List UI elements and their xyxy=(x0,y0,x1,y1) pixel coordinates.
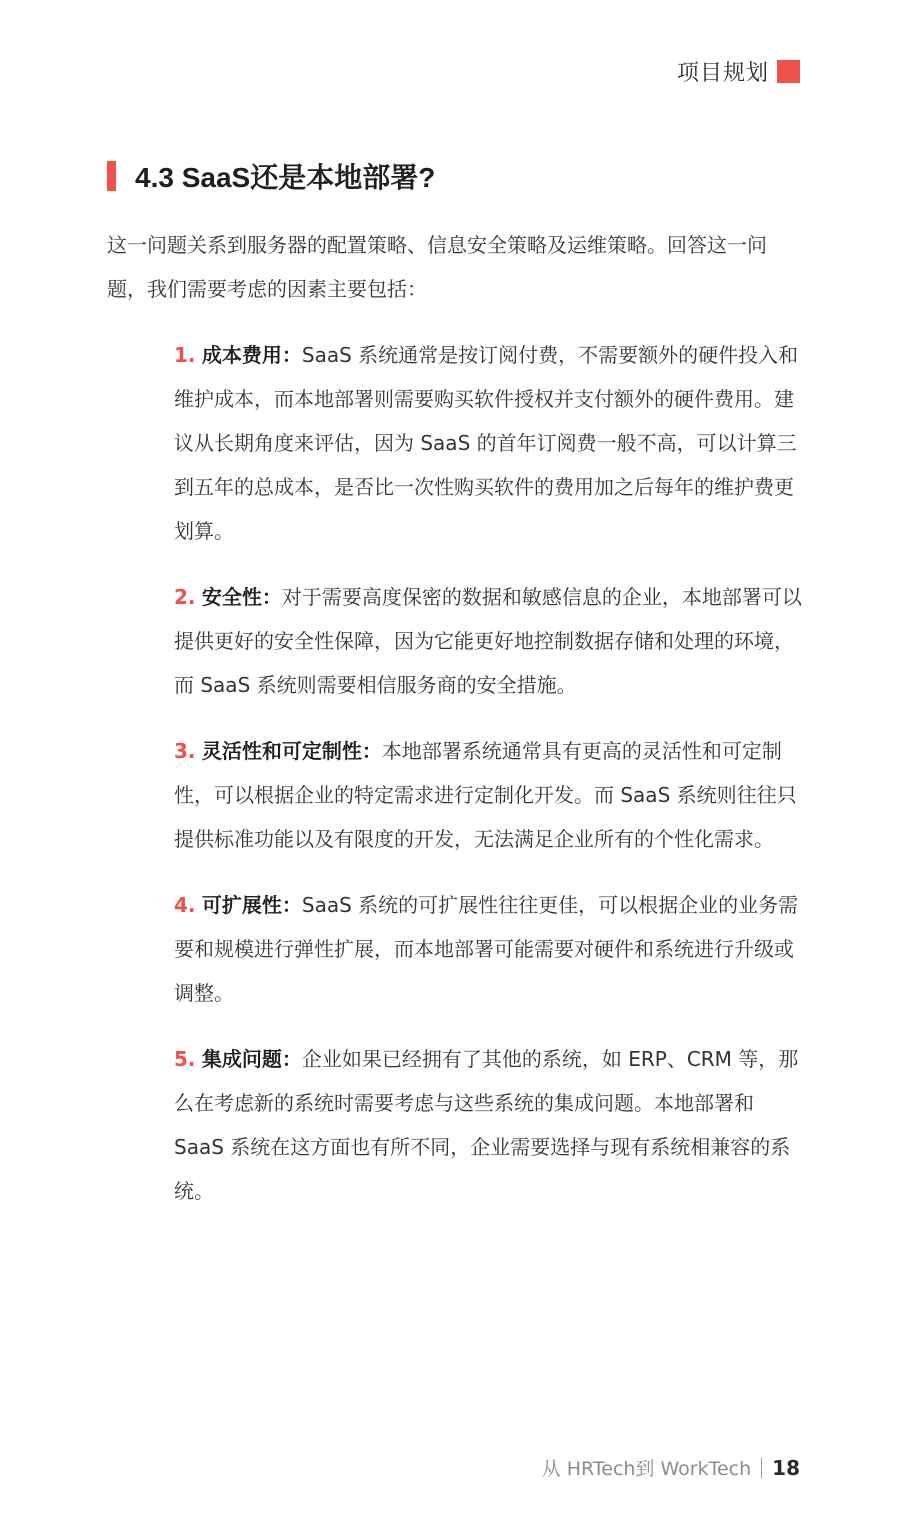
section-heading xyxy=(107,156,435,196)
list-item xyxy=(174,333,802,553)
item-title: 安全性： xyxy=(201,585,282,609)
item-number: 1. xyxy=(174,343,196,367)
item-body: 对于需要高度保密的数据和敏感信息的企业，本地部署可以提供更好的安全性保障，因为它能更好地控制数据存储和处理的环境，而 SaaS 系统则需要相信服务商的安全措施。 xyxy=(174,585,802,697)
item-number: 4. xyxy=(174,893,196,917)
list-item xyxy=(174,883,802,1015)
page-number: 18 xyxy=(772,1455,800,1480)
list-item xyxy=(174,575,802,707)
item-title: 可扩展性： xyxy=(201,893,302,917)
item-body: 企业如果已经拥有了其他的系统，如 ERP、CRM 等，那么在考虑新的系统时需要考虑与这些系统的集成问题。本地部署和 SaaS 系统在这方面也有所不同，企业需要选择与现有系统相兼容的系统。 xyxy=(174,1047,799,1203)
item-title: 灵活性和可定制性： xyxy=(201,739,382,763)
section-label: 项目规划 xyxy=(676,61,769,86)
factor-list xyxy=(174,333,802,1235)
item-number: 3. xyxy=(174,739,196,763)
item-body: SaaS 系统的可扩展性往往更佳，可以根据企业的业务需要和规模进行弹性扩展，而本地部署可能需要对硬件和系统进行升级或调整。 xyxy=(174,893,799,1005)
section-marker-block xyxy=(777,60,800,83)
item-title: 集成问题： xyxy=(201,1047,302,1071)
heading-accent-bar xyxy=(107,161,116,191)
item-number: 5. xyxy=(174,1047,196,1071)
page-footer xyxy=(542,1454,800,1481)
list-item xyxy=(174,1037,802,1213)
footer-book-title: 从 HRTech到 WorkTech xyxy=(541,1458,752,1480)
footer-divider xyxy=(761,1458,762,1478)
item-body: SaaS 系统通常是按订阅付费，不需要额外的硬件投入和维护成本，而本地部署则需要购买软件授权并支付额外的硬件费用。建议从长期角度来评估，因为 SaaS 的首年订阅费一般不高，可以计算三到五年的总成本，是否比一次性购买软件的费用加之后每年的维护费更划算。 xyxy=(174,343,799,543)
item-body: 本地部署系统通常具有更高的灵活性和可定制性，可以根据企业的特定需求进行定制化开发。而 SaaS 系统则往往只提供标准功能以及有限度的开发，无法满足企业所有的个性化需求。 xyxy=(174,739,797,851)
item-title: 成本费用： xyxy=(201,343,302,367)
list-item xyxy=(174,729,802,861)
intro-paragraph: 这一问题关系到服务器的配置策略、信息安全策略及运维策略。回答这一问题，我们需要考虑的因素主要包括： xyxy=(107,233,767,301)
heading-title: 4.3 SaaS还是本地部署? xyxy=(135,162,436,193)
section-header xyxy=(677,56,800,87)
item-number: 2. xyxy=(174,585,196,609)
